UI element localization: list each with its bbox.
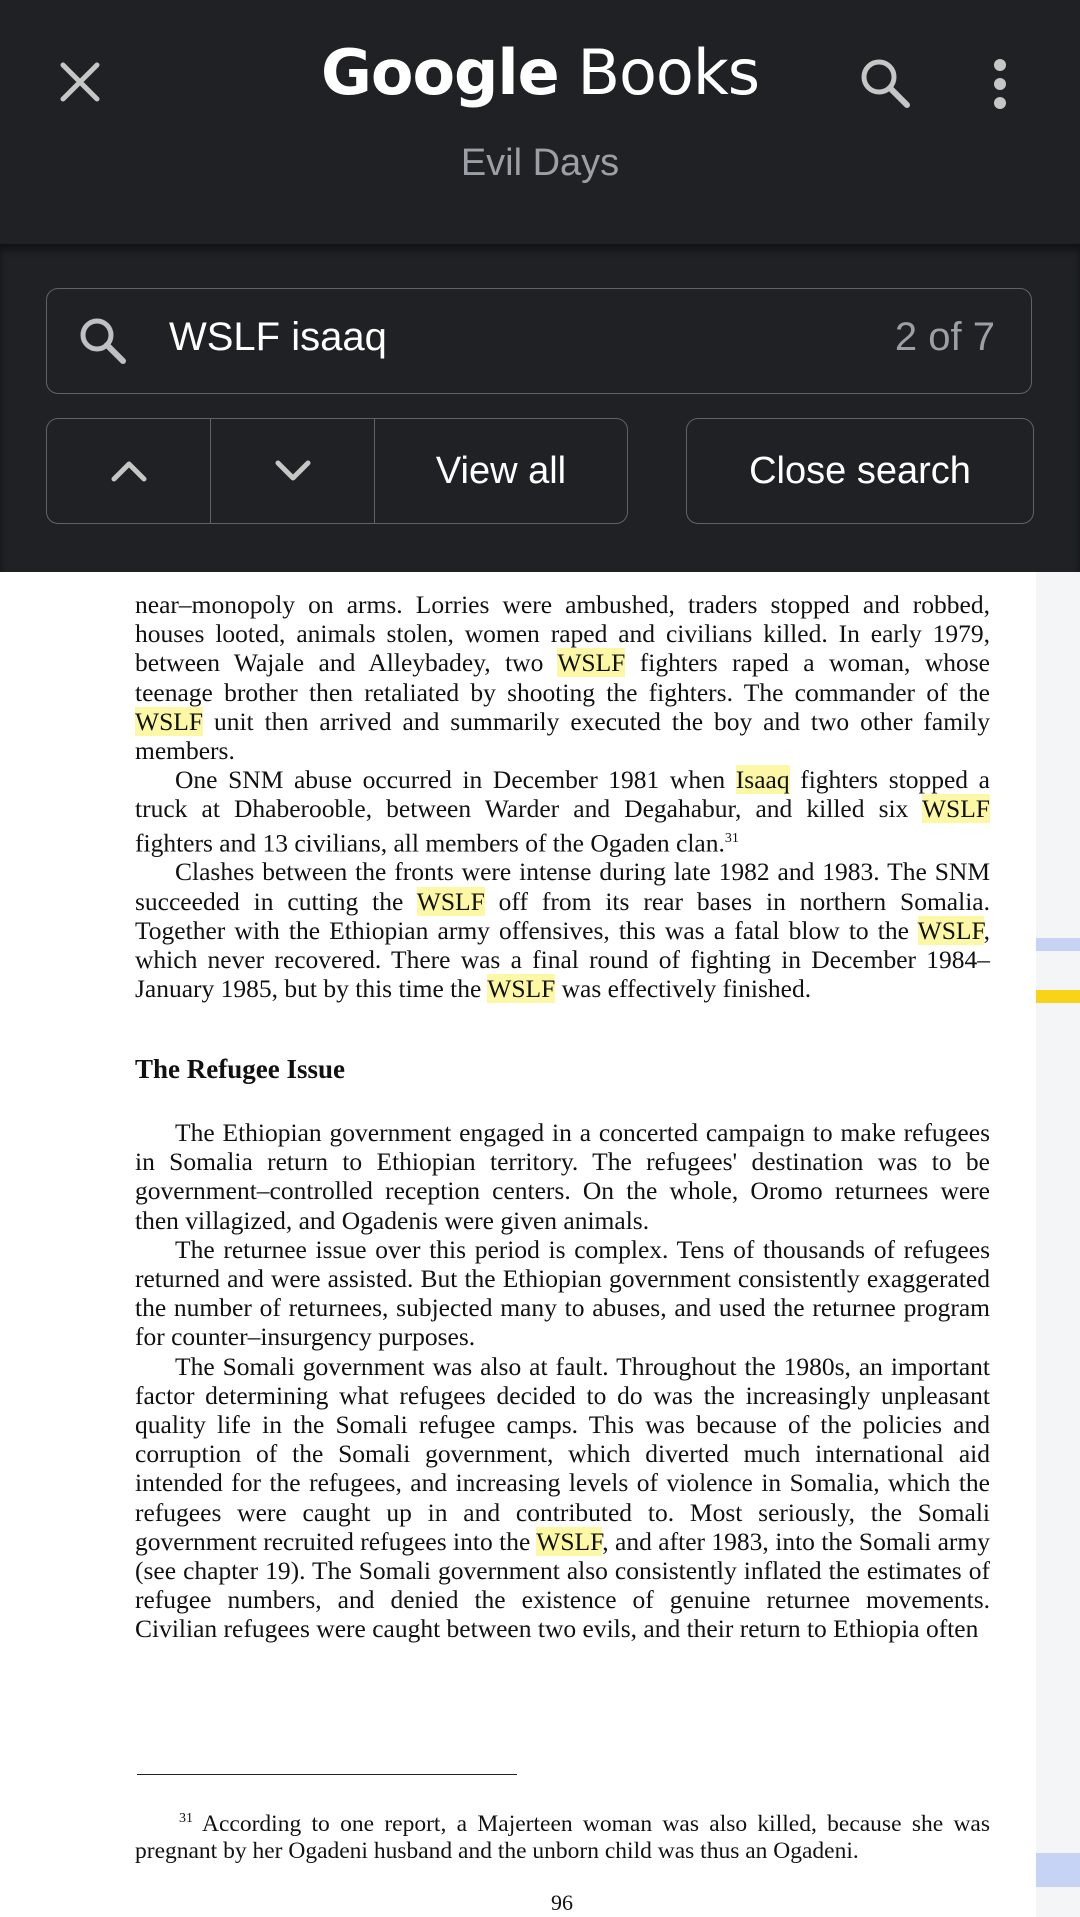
search-icon: [857, 55, 913, 111]
close-search-button[interactable]: [686, 418, 1034, 524]
paragraph: The returnee issue over this period is complex. Tens of thousands of refugees returned and were assisted. But the Ethiopian government consistently exaggerated the number of returnees, subjected many to abuses, and used the returnee program for counter–insurgency purposes.: [135, 1234, 990, 1352]
search-highlight: WSLF: [416, 886, 485, 916]
result-marker-current[interactable]: [1036, 990, 1080, 1003]
search-highlight: WSLF: [135, 706, 204, 736]
search-panel: [0, 244, 1080, 572]
body-text-bottom: [135, 1118, 990, 1644]
previous-result-button[interactable]: [47, 419, 211, 523]
search-icon: [77, 315, 129, 367]
paragraph: One SNM abuse occurred in December 1981 when Isaaq fighters stopped a truck at Dhaberooble, between Warder and Degahabur, and killed six WSLF fighters and 13 civilians, all members of the Ogaden clan.$^{31}$: [135, 765, 990, 858]
paragraph: Clashes between the fronts were intense during late 1982 and 1983. The SNM succeeded in cutting the WSLF off from its rear bases in northern Somalia. Together with the Ethiopian army offensives, this was a fatal blow to the WSLF, which never recovered. There was a final round of fighting in December 1984–January 1985, but by this time the WSLF was effectively finished.: [135, 857, 990, 1004]
search-result-count: 2 of 7: [894, 315, 995, 359]
more-vert-icon: [992, 58, 1008, 110]
search-highlight: WSLF: [487, 974, 556, 1004]
search-button[interactable]: [852, 50, 918, 116]
search-query-text: WSLF isaaq: [169, 315, 387, 359]
chevron-up-icon: [110, 459, 148, 483]
result-marker[interactable]: [1036, 938, 1080, 951]
search-input[interactable]: [46, 288, 1032, 394]
search-highlight-current: Isaaq: [735, 765, 790, 795]
paragraph: The Somali government was also at fault. Throughout the 1980s, an important factor determining what refugees decided to do was the increasingly unpleasant quality life in the Somali refugee camps. This was because of the policies and corruption of the Somali government, which diverted much international aid intended for the refugees, and increasing levels of violence in Somalia, which the refugees were caught up in and contributed to. Most seriously, the Somali government recruited refugees into the WSLF, and after 1983, into the Somali army (see chapter 19). The Somali government also consistently inflated the estimates of refugee numbers, and denied the existence of genuine returnee movements. Civilian refugees were caught between two evils, and their return to Ethiopia often: [135, 1351, 990, 1644]
view-all-button[interactable]: [375, 419, 627, 523]
chevron-down-icon: [274, 459, 312, 483]
result-marker[interactable]: [1036, 1853, 1080, 1887]
app-bar: [0, 0, 1080, 244]
footnote: $^{31}$ According to one report, a Majerteen woman was also killed, because she was pregnant by her Ogadeni husband and the unborn child was thus an Ogadeni.: [135, 1810, 990, 1864]
search-highlight: WSLF: [557, 648, 626, 678]
footnote-ref: 31: [724, 830, 739, 846]
search-highlight: WSLF: [917, 915, 984, 945]
app-logo: Google Books: [320, 36, 760, 109]
search-navigation: [46, 418, 628, 524]
search-highlight: WSLF: [536, 1526, 603, 1556]
body-text-top: [135, 590, 990, 1003]
next-result-button[interactable]: [211, 419, 375, 523]
footnote-divider: [137, 1774, 517, 1775]
view-all-label: View all: [435, 449, 567, 492]
paragraph: The Ethiopian government engaged in a concerted campaign to make refugees in Somalia return to Ethiopian territory. The refugees' destination was to be government–controlled reception centers. On the whole, Oromo returnees were then villagized, and Ogadenis were given animals.: [135, 1118, 990, 1235]
search-highlight: WSLF: [921, 794, 990, 824]
paragraph: near–monopoly on arms. Lorries were ambushed, traders stopped and robbed, houses looted, animals stolen, women raped and civilians killed. In early 1979, between Wajale and Alleybadey, two WSLF fighters raped a woman, whose teenage brother then retaliated by shooting the fighters. The commander of the WSLF unit then arrived and summarily executed the boy and two other family members.: [135, 590, 990, 766]
close-search-label: Close search: [749, 449, 971, 492]
page-number: 96: [551, 1890, 573, 1915]
more-options-button[interactable]: [980, 46, 1020, 122]
scroll-rail[interactable]: [1036, 572, 1080, 1917]
section-heading: The Refugee Issue: [135, 1054, 345, 1084]
book-title: Evil Days: [460, 142, 620, 184]
